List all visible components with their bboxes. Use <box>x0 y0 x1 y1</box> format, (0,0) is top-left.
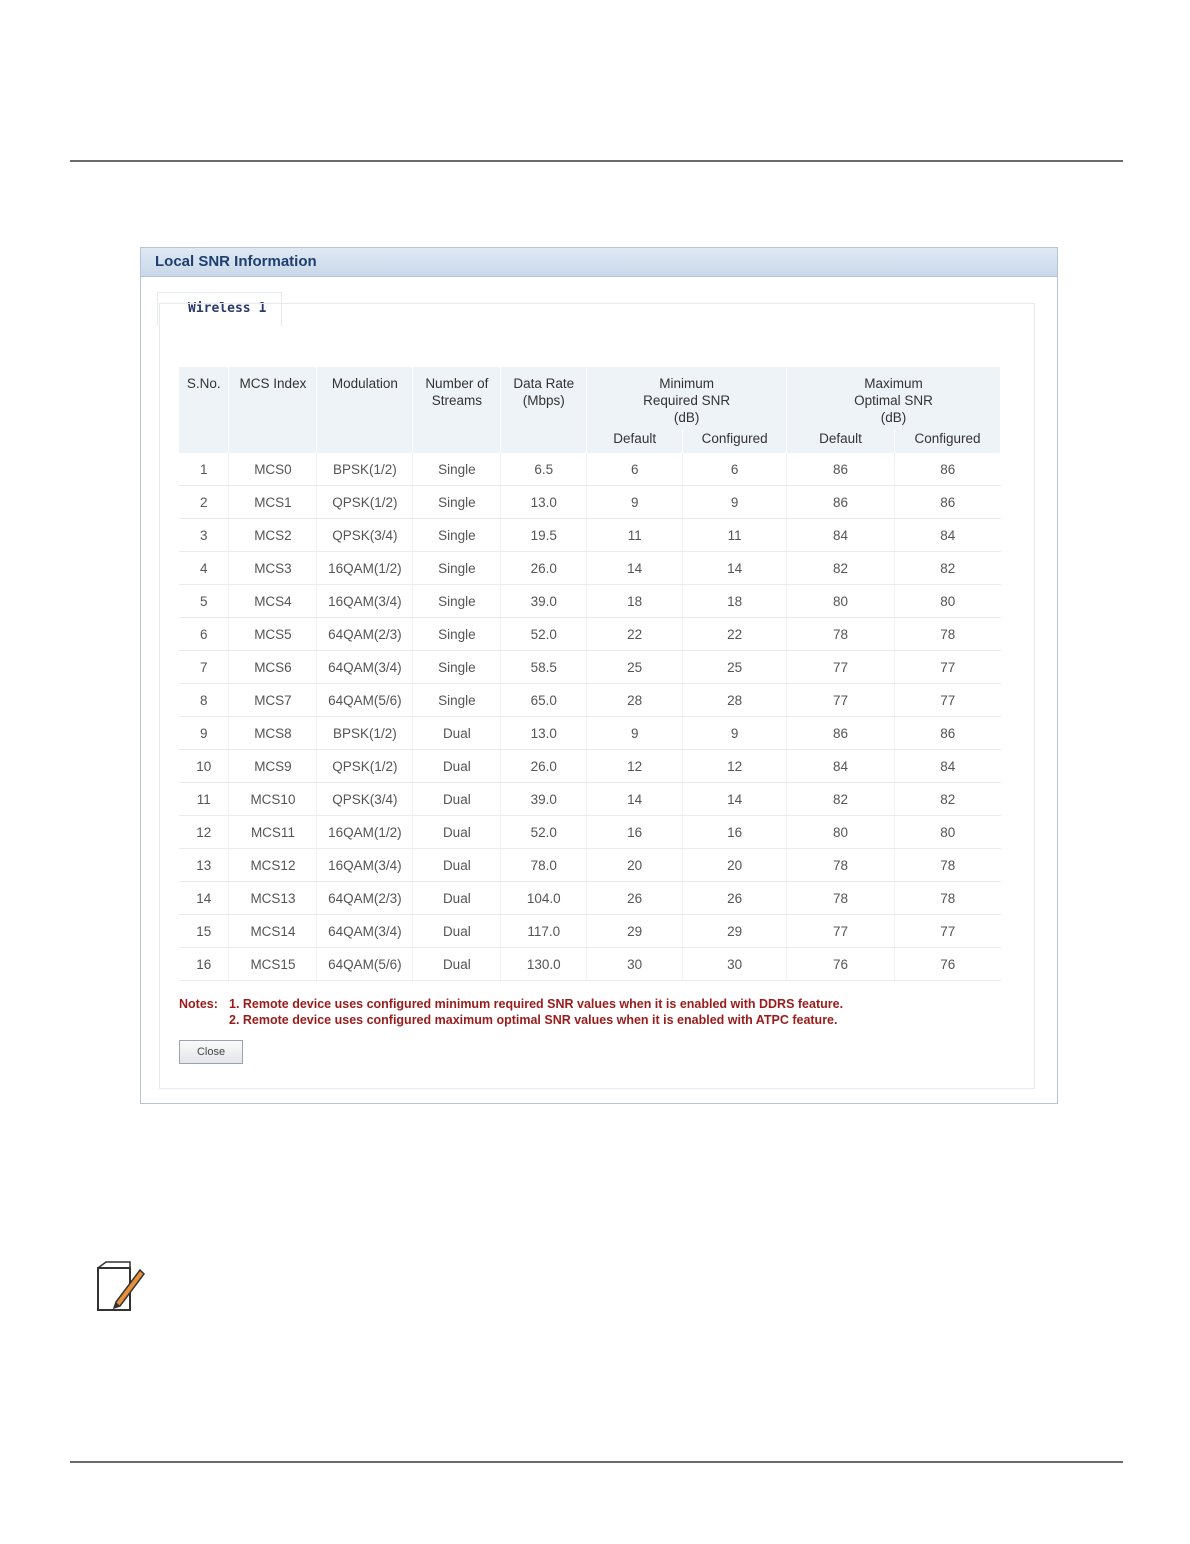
cell-data-rate: 52.0 <box>501 816 587 849</box>
cell-data-rate: 26.0 <box>501 750 587 783</box>
cell-min-default: 16 <box>587 816 683 849</box>
cell-modulation: 16QAM(3/4) <box>317 849 413 882</box>
table-row <box>179 453 1001 486</box>
cell-data-rate: 58.5 <box>501 651 587 684</box>
cell-min-default: 20 <box>587 849 683 882</box>
header-data-rate: Data Rate (Mbps) <box>501 367 587 453</box>
cell-max-default: 84 <box>787 750 895 783</box>
cell-min-default: 22 <box>587 618 683 651</box>
cell-modulation: 16QAM(1/2) <box>317 552 413 585</box>
cell-mcs-index: MCS15 <box>229 948 317 981</box>
cell-sno: 7 <box>179 651 229 684</box>
cell-mcs-index: MCS10 <box>229 783 317 816</box>
cell-mcs-index: MCS0 <box>229 453 317 486</box>
cell-sno: 6 <box>179 618 229 651</box>
table-row <box>179 750 1001 783</box>
cell-sno: 2 <box>179 486 229 519</box>
header-min-default: Default <box>587 430 683 453</box>
table-row <box>179 519 1001 552</box>
header-mcs-index: MCS Index <box>229 367 317 453</box>
cell-min-default: 14 <box>587 552 683 585</box>
cell-min-configured: 16 <box>683 816 787 849</box>
cell-max-configured: 80 <box>894 585 1000 618</box>
cell-sno: 14 <box>179 882 229 915</box>
cell-streams: Dual <box>413 882 501 915</box>
header-min-configured: Configured <box>683 430 787 453</box>
cell-max-configured: 77 <box>894 915 1000 948</box>
note-line-2: 2. Remote device uses configured maximum optimal SNR values when it is enabled with ATPC feature. <box>229 1013 838 1027</box>
table-row <box>179 915 1001 948</box>
header-streams: Number of Streams <box>413 367 501 453</box>
cell-max-default: 82 <box>787 552 895 585</box>
cell-min-default: 25 <box>587 651 683 684</box>
cell-data-rate: 65.0 <box>501 684 587 717</box>
header-sno: S.No. <box>179 367 229 453</box>
cell-data-rate: 39.0 <box>501 585 587 618</box>
cell-min-configured: 28 <box>683 684 787 717</box>
table-row <box>179 717 1001 750</box>
cell-mcs-index: MCS5 <box>229 618 317 651</box>
cell-data-rate: 26.0 <box>501 552 587 585</box>
cell-sno: 8 <box>179 684 229 717</box>
cell-modulation: 64QAM(2/3) <box>317 618 413 651</box>
cell-modulation: 64QAM(5/6) <box>317 948 413 981</box>
cell-data-rate: 39.0 <box>501 783 587 816</box>
cell-min-default: 11 <box>587 519 683 552</box>
cell-min-configured: 14 <box>683 783 787 816</box>
table-row <box>179 618 1001 651</box>
cell-max-default: 78 <box>787 849 895 882</box>
table-row <box>179 651 1001 684</box>
cell-data-rate: 78.0 <box>501 849 587 882</box>
cell-max-default: 86 <box>787 453 895 486</box>
cell-streams: Dual <box>413 717 501 750</box>
cell-data-rate: 130.0 <box>501 948 587 981</box>
cell-modulation: 64QAM(3/4) <box>317 651 413 684</box>
cell-max-default: 78 <box>787 618 895 651</box>
cell-min-configured: 20 <box>683 849 787 882</box>
cell-sno: 15 <box>179 915 229 948</box>
cell-min-default: 29 <box>587 915 683 948</box>
table-row <box>179 585 1001 618</box>
cell-sno: 3 <box>179 519 229 552</box>
cell-max-configured: 82 <box>894 552 1000 585</box>
cell-min-default: 18 <box>587 585 683 618</box>
cell-mcs-index: MCS13 <box>229 882 317 915</box>
top-divider <box>70 160 1123 162</box>
cell-sno: 10 <box>179 750 229 783</box>
cell-min-configured: 29 <box>683 915 787 948</box>
cell-max-default: 86 <box>787 486 895 519</box>
cell-max-configured: 78 <box>894 618 1000 651</box>
cell-modulation: QPSK(1/2) <box>317 486 413 519</box>
cell-sno: 13 <box>179 849 229 882</box>
cell-min-configured: 30 <box>683 948 787 981</box>
cell-mcs-index: MCS7 <box>229 684 317 717</box>
cell-max-default: 78 <box>787 882 895 915</box>
cell-max-configured: 78 <box>894 849 1000 882</box>
cell-modulation: BPSK(1/2) <box>317 717 413 750</box>
cell-min-configured: 12 <box>683 750 787 783</box>
cell-data-rate: 6.5 <box>501 453 587 486</box>
table-row <box>179 783 1001 816</box>
snr-table <box>179 367 1001 981</box>
header-max-default: Default <box>787 430 895 453</box>
cell-min-configured: 22 <box>683 618 787 651</box>
cell-modulation: 64QAM(2/3) <box>317 882 413 915</box>
cell-sno: 11 <box>179 783 229 816</box>
cell-max-default: 80 <box>787 585 895 618</box>
cell-min-configured: 25 <box>683 651 787 684</box>
cell-mcs-index: MCS6 <box>229 651 317 684</box>
cell-sno: 4 <box>179 552 229 585</box>
cell-min-configured: 18 <box>683 585 787 618</box>
header-min-snr: Minimum Required SNR (dB) <box>587 367 787 430</box>
table-row <box>179 948 1001 981</box>
cell-max-default: 84 <box>787 519 895 552</box>
cell-modulation: 16QAM(1/2) <box>317 816 413 849</box>
cell-min-default: 30 <box>587 948 683 981</box>
cell-min-default: 28 <box>587 684 683 717</box>
cell-max-default: 80 <box>787 816 895 849</box>
cell-max-default: 82 <box>787 783 895 816</box>
cell-modulation: 16QAM(3/4) <box>317 585 413 618</box>
cell-streams: Dual <box>413 783 501 816</box>
cell-mcs-index: MCS11 <box>229 816 317 849</box>
cell-max-default: 77 <box>787 651 895 684</box>
cell-sno: 12 <box>179 816 229 849</box>
cell-max-configured: 77 <box>894 684 1000 717</box>
cell-max-configured: 84 <box>894 519 1000 552</box>
cell-min-default: 12 <box>587 750 683 783</box>
cell-modulation: QPSK(3/4) <box>317 783 413 816</box>
cell-min-configured: 9 <box>683 486 787 519</box>
cell-max-configured: 86 <box>894 453 1000 486</box>
cell-streams: Dual <box>413 816 501 849</box>
cell-max-default: 86 <box>787 717 895 750</box>
cell-sno: 16 <box>179 948 229 981</box>
cell-min-default: 9 <box>587 486 683 519</box>
cell-streams: Single <box>413 684 501 717</box>
cell-max-configured: 76 <box>894 948 1000 981</box>
cell-max-default: 77 <box>787 684 895 717</box>
note-line-1: Notes: 1. Remote device uses configured minimum required SNR values when it is enabled with DDRS feature. <box>179 997 844 1011</box>
cell-data-rate: 117.0 <box>501 915 587 948</box>
cell-modulation: 64QAM(3/4) <box>317 915 413 948</box>
bottom-divider <box>70 1461 1123 1463</box>
cell-data-rate: 13.0 <box>501 717 587 750</box>
cell-streams: Single <box>413 585 501 618</box>
cell-streams: Dual <box>413 948 501 981</box>
panel-title: Local SNR Information <box>141 248 1057 277</box>
cell-mcs-index: MCS9 <box>229 750 317 783</box>
table-row <box>179 882 1001 915</box>
cell-modulation: QPSK(1/2) <box>317 750 413 783</box>
cell-max-configured: 78 <box>894 882 1000 915</box>
cell-sno: 1 <box>179 453 229 486</box>
cell-min-configured: 26 <box>683 882 787 915</box>
table-row <box>179 849 1001 882</box>
table-row <box>179 684 1001 717</box>
note-pencil-icon <box>96 1260 146 1314</box>
cell-streams: Single <box>413 552 501 585</box>
notes <box>179 996 843 1028</box>
cell-max-default: 76 <box>787 948 895 981</box>
cell-streams: Dual <box>413 849 501 882</box>
cell-max-configured: 86 <box>894 486 1000 519</box>
cell-max-configured: 77 <box>894 651 1000 684</box>
cell-mcs-index: MCS14 <box>229 915 317 948</box>
cell-data-rate: 19.5 <box>501 519 587 552</box>
cell-streams: Single <box>413 453 501 486</box>
snr-table-body <box>179 453 1001 981</box>
cell-min-configured: 9 <box>683 717 787 750</box>
cell-max-configured: 86 <box>894 717 1000 750</box>
cell-mcs-index: MCS2 <box>229 519 317 552</box>
cell-min-default: 6 <box>587 453 683 486</box>
close-button[interactable]: Close <box>179 1040 243 1064</box>
cell-sno: 5 <box>179 585 229 618</box>
cell-modulation: BPSK(1/2) <box>317 453 413 486</box>
cell-mcs-index: MCS12 <box>229 849 317 882</box>
cell-streams: Single <box>413 519 501 552</box>
cell-sno: 9 <box>179 717 229 750</box>
header-modulation: Modulation <box>317 367 413 453</box>
table-row <box>179 552 1001 585</box>
cell-mcs-index: MCS1 <box>229 486 317 519</box>
cell-mcs-index: MCS4 <box>229 585 317 618</box>
cell-streams: Single <box>413 651 501 684</box>
header-max-snr: Maximum Optimal SNR (dB) <box>787 367 1001 430</box>
cell-streams: Single <box>413 486 501 519</box>
table-row <box>179 486 1001 519</box>
local-snr-panel <box>140 247 1058 1104</box>
cell-max-configured: 80 <box>894 816 1000 849</box>
cell-min-configured: 14 <box>683 552 787 585</box>
cell-streams: Single <box>413 618 501 651</box>
cell-mcs-index: MCS8 <box>229 717 317 750</box>
cell-streams: Dual <box>413 915 501 948</box>
cell-min-default: 9 <box>587 717 683 750</box>
cell-data-rate: 104.0 <box>501 882 587 915</box>
cell-min-default: 26 <box>587 882 683 915</box>
header-max-configured: Configured <box>894 430 1000 453</box>
cell-data-rate: 52.0 <box>501 618 587 651</box>
cell-streams: Dual <box>413 750 501 783</box>
cell-max-configured: 84 <box>894 750 1000 783</box>
cell-max-configured: 82 <box>894 783 1000 816</box>
cell-min-configured: 11 <box>683 519 787 552</box>
cell-modulation: 64QAM(5/6) <box>317 684 413 717</box>
cell-max-default: 77 <box>787 915 895 948</box>
cell-min-configured: 6 <box>683 453 787 486</box>
cell-modulation: QPSK(3/4) <box>317 519 413 552</box>
table-row <box>179 816 1001 849</box>
cell-data-rate: 13.0 <box>501 486 587 519</box>
cell-mcs-index: MCS3 <box>229 552 317 585</box>
tab-wireless-1[interactable]: Wireless 1 <box>157 292 282 326</box>
cell-min-default: 14 <box>587 783 683 816</box>
